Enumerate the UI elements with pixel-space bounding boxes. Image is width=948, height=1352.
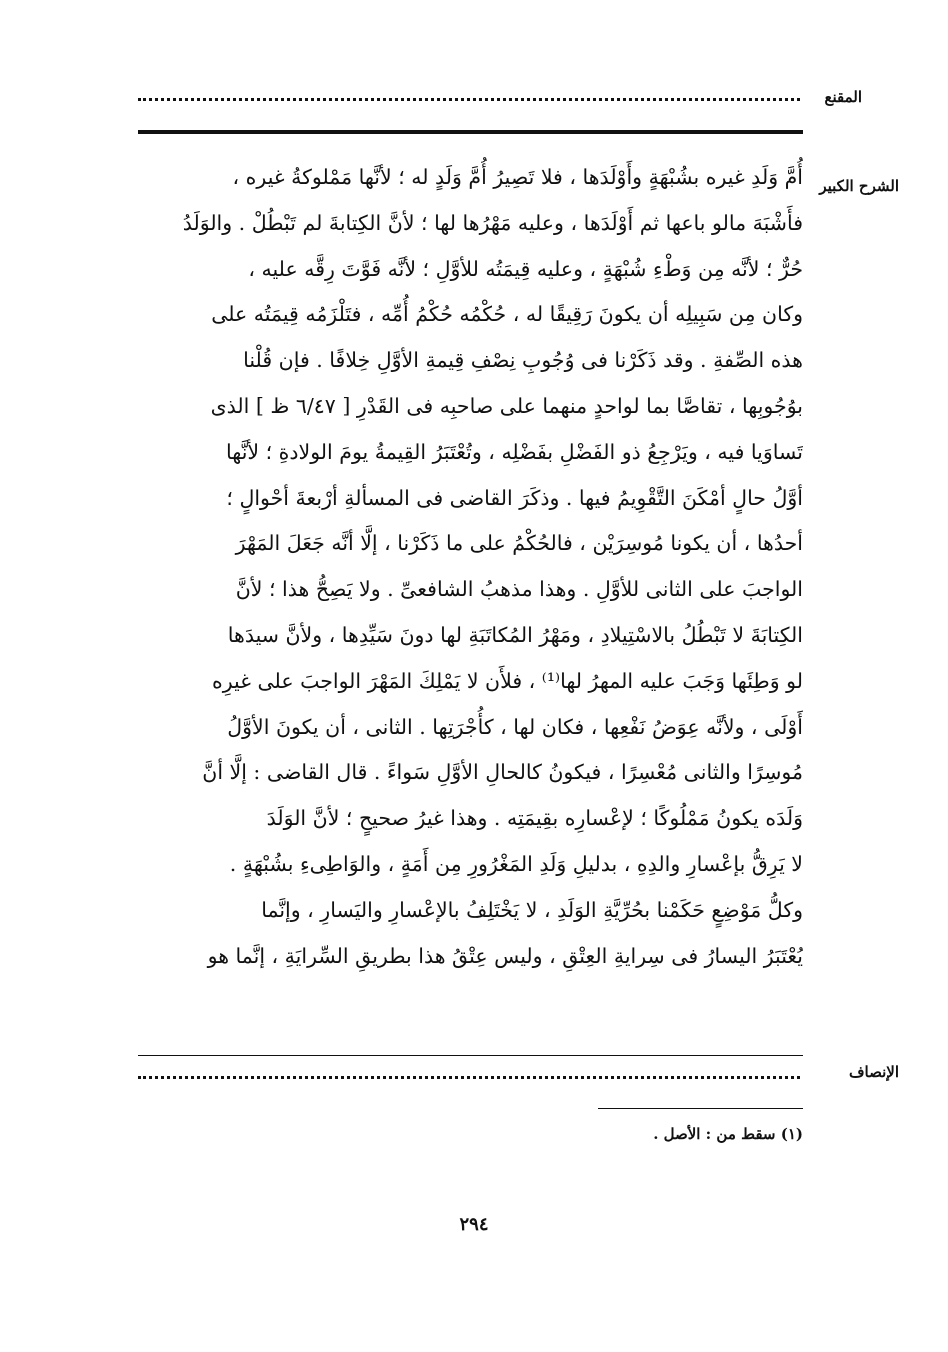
page-number: ٢٩٤ (459, 1214, 489, 1235)
insaf-dotted-rule (138, 1076, 800, 1079)
text-line: لا يَرِقُّ بإعْسارِ والدِهِ ، بدليلِ وَلَدِ المَغْرُورِ مِن أَمَةٍ ، والوَاطِىءِ بشُبْهَةٍ . (229, 851, 803, 876)
text-line: فأَشْبَهَ مالو باعها ثم أَوْلَدَها ، وعليه مَهْرُها لها ؛ لأنَّ الكِتابةَ لم تَبْطُلْ . والوَلَدُ (182, 210, 803, 235)
header-thick-rule (138, 130, 803, 134)
text-line: وكان مِن سَبِيلِه أن يكونَ رَقِيقًا له ، حُكْمُه حُكْمُ أُمِّه ، فتَلْزَمُه قِيمَتُه على (211, 302, 803, 327)
margin-label-sharh: الشرح الكبير (819, 177, 899, 195)
text-line: الواجبَ على الثانى للأوَّلِ . وهذا مذهبُ الشافعىِّ . ولا يَصِحُّ هذا ؛ لأنَّ (235, 577, 803, 602)
text-line: أُمَّ وَلَدِ غيره بشُبْهَةٍ وأَوْلَدَها ، فلا تَصِيرُ أُمَّ وَلَدٍ له ؛ لأنَّها مَمْلوكةُ غيره ، (232, 165, 803, 189)
text-line: الكِتابَةَ لا تَبْطُلُ بالاسْتِيلادِ ، ومَهْرُ المُكاتَبَةِ لها دونَ سَيِّدِها ، ولأنَّ سيدَها (227, 622, 803, 647)
text-line: مُوسِرًا والثانى مُعْسِرًا ، فيكونُ كالحالِ الأوَّلِ سَواءً . قال القاضى : إلَّا أنَّ (202, 760, 803, 785)
text-line: وَلَدَه يكونُ مَمْلُوكًا ؛ لإعْسارِه بقِيمَتِه . وهذا غيرُ صحيحٍ ؛ لأنَّ الوَلَدَ (266, 806, 803, 831)
running-header-title: المقنع (824, 88, 862, 106)
text-line: بوُجُوبِها ، تقاصَّا بما لواحدٍ منهما على صاحبِه فى القَدْرِ [ ٦/٤٧ ظ ] الذى (210, 393, 803, 418)
text-line: حُرٌّ ؛ لأنَّه مِن وَطْءِ شُبْهَةٍ ، وعليه قِيمَتُه للأوَّلِ ؛ لأنَّه فَوَّتَ رِقَّه عليه ، (248, 256, 803, 281)
text-bottom-rule (138, 1055, 803, 1056)
text-line: أوَّلُ حالٍ أمْكَنَ التَّقْوِيمُ فيها . وذكَرَ القاضى فى المسألةِ أرْبعةَ أحْوالٍ ؛ (226, 485, 803, 510)
text-line: وكلُّ مَوْضِعٍ حَكَمْنا بحُرِّيَّةِ الوَلَدِ ، لا يَخْتَلِفُ بالإعْسارِ واليَسارِ ، وإنَّما (261, 897, 803, 922)
text-line: أحدُها ، أن يكونا مُوسِرَيْن ، فالحُكْمُ على ما ذَكَرْنا ، إلَّا أنَّه جَعَلَ المَهْرَ (235, 531, 803, 556)
text-line: هذه الصِّفةِ . وقد ذَكَرْنا فى وُجُوبِ نِصْفِ قِيمةِ الأوَّلِ خِلافًا . فإن قُلْنا (243, 348, 803, 373)
footnote-separator (598, 1108, 803, 1109)
text-line: تَساوَيا فيه ، ويَرْجِعُ ذو الفَضْلِ بفَضْلِه ، وتُعْتَبَرُ القِيمةُ يومَ الولادةِ ؛ لأنَّها (226, 439, 803, 464)
text-line: لو وَطِئَها وَجَبَ عليه المهرُ لها⁽¹⁾ ، فلأَن لا يَمْلِكَ المَهْرَ الواجبَ على غيرِه (212, 668, 803, 693)
margin-label-insaf: الإنصاف (848, 1063, 899, 1081)
text-line: يُعْتَبَرُ اليسارُ فى سِرايةِ العِتْقِ ، وليس عِتْقُ هذا بطريقِ السِّرايَةِ ، إنَّما هو (207, 943, 803, 968)
commentary-text-block (133, 155, 803, 979)
footnote: (١) سقط من : الأصل . (653, 1125, 803, 1143)
header-dotted-rule (138, 98, 800, 101)
text-line: أَوْلَى ، ولأنَّه عِوَضُ نَفْعِها ، فكان لها ، كأُجْرَتِها . الثانى ، أن يكونَ الأوَّلُ (227, 714, 803, 739)
